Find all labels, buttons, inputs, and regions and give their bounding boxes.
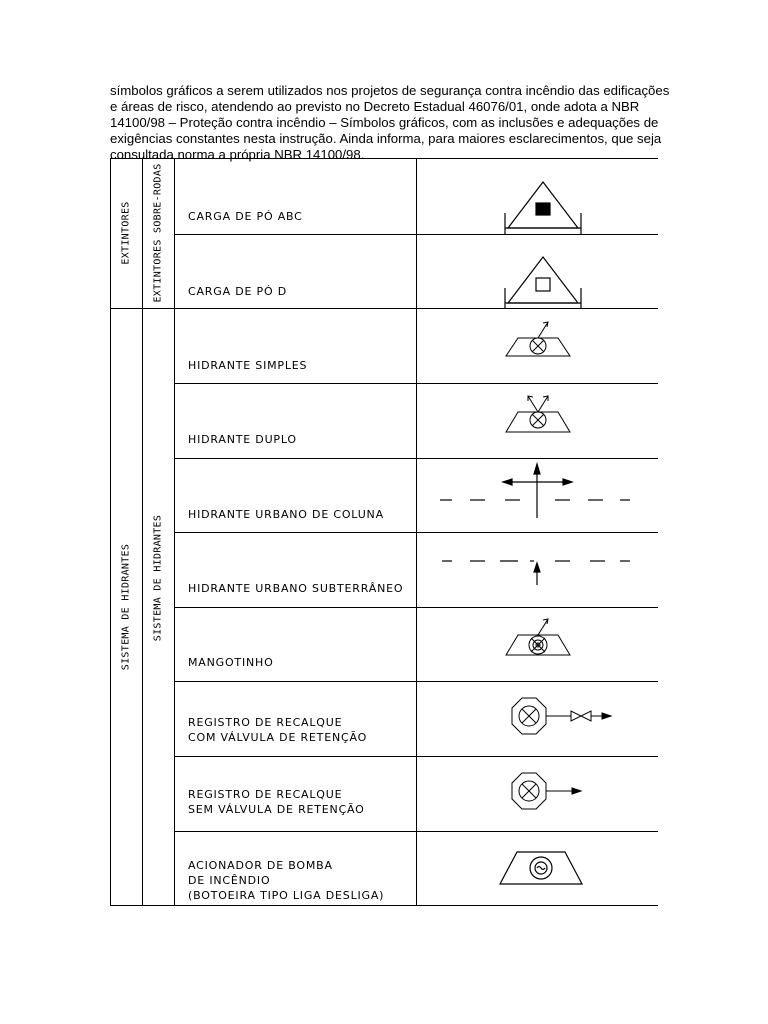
acionador-bomba-icon: [495, 844, 590, 894]
hidrante-urbano-subterraneo-icon: [430, 543, 640, 593]
intro-line: 14100/98 – Proteção contra incêndio – Símbolos gráficos, com as inclusões e adequações de: [110, 115, 659, 130]
row-label: HIDRANTE URBANO SUBTERRÂNEO: [188, 582, 404, 595]
row-label: HIDRANTE SIMPLES: [188, 359, 308, 372]
registro-com-valvula-icon: [505, 693, 620, 743]
group-label-extintores: EXTINTORES: [120, 201, 132, 265]
row-label: REGISTRO DE RECALQUE COM VÁLVULA DE RETENÇÃO: [188, 716, 368, 744]
group-label-extintores-sobre-rodas: EXTINTORES SOBRE-RODAS: [152, 163, 164, 303]
group-label-sistema-hidrantes-inner: SISTEMA DE HIDRANTES: [152, 514, 164, 642]
intro-line: símbolos gráficos a serem utilizados nos projetos de segurança contra incêndio das edificações: [110, 83, 670, 98]
row-label: REGISTRO DE RECALQUE SEM VÁLVULA DE RETENÇÃO: [188, 788, 365, 816]
row-label: ACIONADOR DE BOMBA DE INCÊNDIO (BOTOEIRA TIPO LIGA DESLIGA): [188, 859, 385, 902]
triangle-empty-square-icon: [498, 253, 588, 313]
row-label: CARGA DE PÓ ABC: [188, 210, 303, 223]
row-label: MANGOTINHO: [188, 656, 274, 669]
hidrante-urbano-coluna-icon: [430, 458, 640, 523]
registro-sem-valvula-icon: [505, 770, 620, 820]
hidrante-simples-icon: [498, 316, 578, 366]
row-label: HIDRANTE URBANO DE COLUNA: [188, 508, 384, 521]
triangle-filled-square-icon: [498, 178, 588, 238]
group-label-sistema-hidrantes: SISTEMA DE HIDRANTES: [120, 543, 132, 671]
symbols-table: [110, 158, 658, 906]
intro-line: e áreas de risco, atendendo ao previsto no Decreto Estadual 46076/01, onde adota a NBR: [110, 99, 640, 114]
intro-line: exigências constantes nesta instrução. Ainda informa, para maiores esclarecimentos, que seja: [110, 131, 662, 146]
hidrante-duplo-icon: [498, 388, 578, 438]
row-label: HIDRANTE DUPLO: [188, 433, 297, 446]
intro-line: consultada norma a própria NBR 14100/98.: [110, 147, 365, 162]
intro-paragraph: [110, 83, 670, 163]
row-label: CARGA DE PÓ D: [188, 285, 287, 298]
mangotinho-icon: [498, 613, 578, 663]
